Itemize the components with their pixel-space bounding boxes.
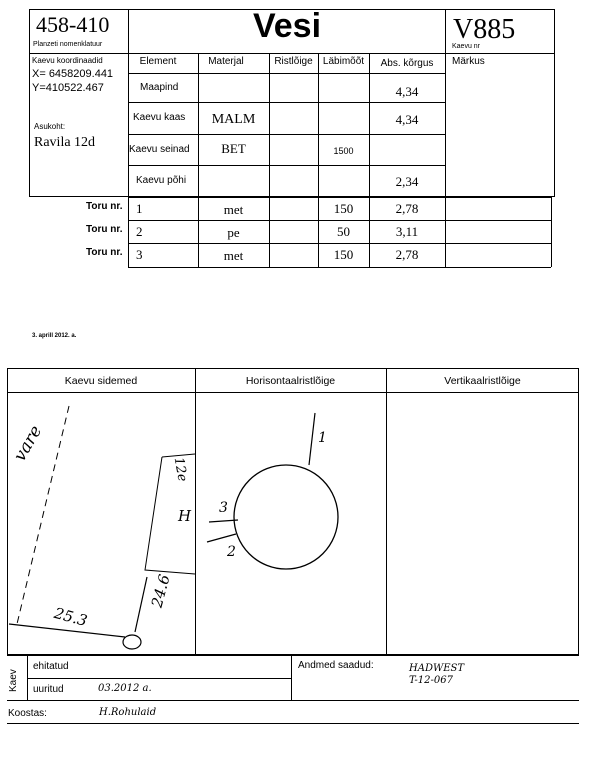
compiled-by: H.Rohulaid <box>99 707 157 718</box>
row-height: 4,34 <box>395 112 419 127</box>
built-label: ehitatud <box>33 661 69 672</box>
horizontal-section-sketch <box>195 392 386 655</box>
pipe-height: 2,78 <box>395 201 419 216</box>
pipe-diameter: 50 <box>337 224 350 239</box>
row-diameter: 1500 <box>333 146 354 156</box>
divider <box>128 220 551 221</box>
pipe-material: met <box>223 202 244 217</box>
col-header-abs-height: Abs. kõrgus <box>380 58 434 69</box>
pipe-number: 2 <box>136 224 143 239</box>
location-label: Asukoht: <box>34 122 66 131</box>
divider <box>7 723 579 724</box>
pipe-sketch-label: 1 <box>318 430 327 446</box>
compiled-label: Koostas: <box>8 708 47 719</box>
col-horizontal-heading: Horisontaalristlõige <box>245 375 336 387</box>
divider <box>291 655 292 700</box>
col-ties-heading: Kaevu sidemed <box>64 375 138 387</box>
pipe-material: pe <box>227 225 240 240</box>
divider <box>128 102 445 103</box>
divider <box>386 368 387 655</box>
page-title: Vesi <box>252 7 322 45</box>
col-vertical-heading: Vertikaalristlõige <box>444 375 521 387</box>
pipe-number: 1 <box>136 201 143 216</box>
divider <box>128 197 551 198</box>
col-header-element: Element <box>139 56 177 67</box>
pipe-label: Toru nr. <box>86 247 123 258</box>
divider <box>29 53 555 54</box>
divider <box>128 9 129 53</box>
data-from-code: T-12-067 <box>409 675 453 686</box>
map-sheet-label: Planzeti nomenklatuur <box>33 41 103 48</box>
divider <box>128 165 445 166</box>
row-element: Maapind <box>140 82 179 93</box>
pipe-number: 3 <box>136 247 143 262</box>
tie-label: vare <box>10 422 47 465</box>
surveyed-date: 03.2012 a. <box>98 683 152 694</box>
row-material: BET <box>221 141 246 156</box>
row-height: 2,34 <box>395 174 419 189</box>
coord-x: X= 6458209.441 <box>32 68 114 80</box>
coord-y: Y=410522.467 <box>32 82 104 94</box>
row-material: MALM <box>211 112 256 127</box>
data-from-label: Andmed saadud: <box>298 660 374 671</box>
side-label: Kaev <box>8 669 19 692</box>
divider <box>128 243 551 244</box>
map-sheet-number: 458-410 <box>36 12 110 37</box>
well-number-label: Kaevu nr <box>452 43 481 50</box>
tie-label: 25.3 <box>52 603 90 631</box>
date-stamp: 3. aprill 2012. a. <box>32 333 77 339</box>
divider <box>128 53 129 267</box>
divider <box>7 655 579 656</box>
pipe-material: met <box>223 248 244 263</box>
divider <box>128 73 445 74</box>
row-height: 4,34 <box>395 84 419 99</box>
col-header-cross-section: Ristlõige <box>274 56 313 67</box>
pipe-label: Toru nr. <box>86 224 123 235</box>
location-value: Ravila 12d <box>34 135 96 150</box>
row-element: Kaevu seinad <box>129 144 190 155</box>
row-element: Kaevu põhi <box>136 175 187 186</box>
pipe-sketch-label: 3 <box>219 500 228 516</box>
pipe-diameter: 150 <box>333 247 354 262</box>
surveyed-label: uuritud <box>33 684 64 695</box>
col-header-material: Materjal <box>208 56 244 67</box>
tie-label: 12e <box>170 456 190 483</box>
tie-label: H <box>178 507 192 525</box>
divider <box>128 134 445 135</box>
pipe-sketch-label: 2 <box>227 544 236 560</box>
divider <box>551 197 552 267</box>
data-from-company: HADWEST <box>409 663 465 674</box>
coords-label: Kaevu koordinaadid <box>32 56 103 65</box>
pipe-diameter: 150 <box>333 201 354 216</box>
divider <box>128 267 551 268</box>
well-number: V885 <box>453 14 516 45</box>
divider <box>27 678 291 679</box>
tie-label: 24.6 <box>147 572 174 610</box>
divider <box>445 9 446 267</box>
pipe-height: 3,11 <box>395 224 419 239</box>
pipe-height: 2,78 <box>395 247 419 262</box>
divider <box>7 700 579 701</box>
pipe-label: Toru nr. <box>86 201 123 212</box>
col-header-remarks: Märkus <box>452 56 485 67</box>
col-header-diameter: Läbimõõt <box>322 56 365 67</box>
row-element: Kaevu kaas <box>133 112 186 123</box>
divider <box>269 53 270 267</box>
